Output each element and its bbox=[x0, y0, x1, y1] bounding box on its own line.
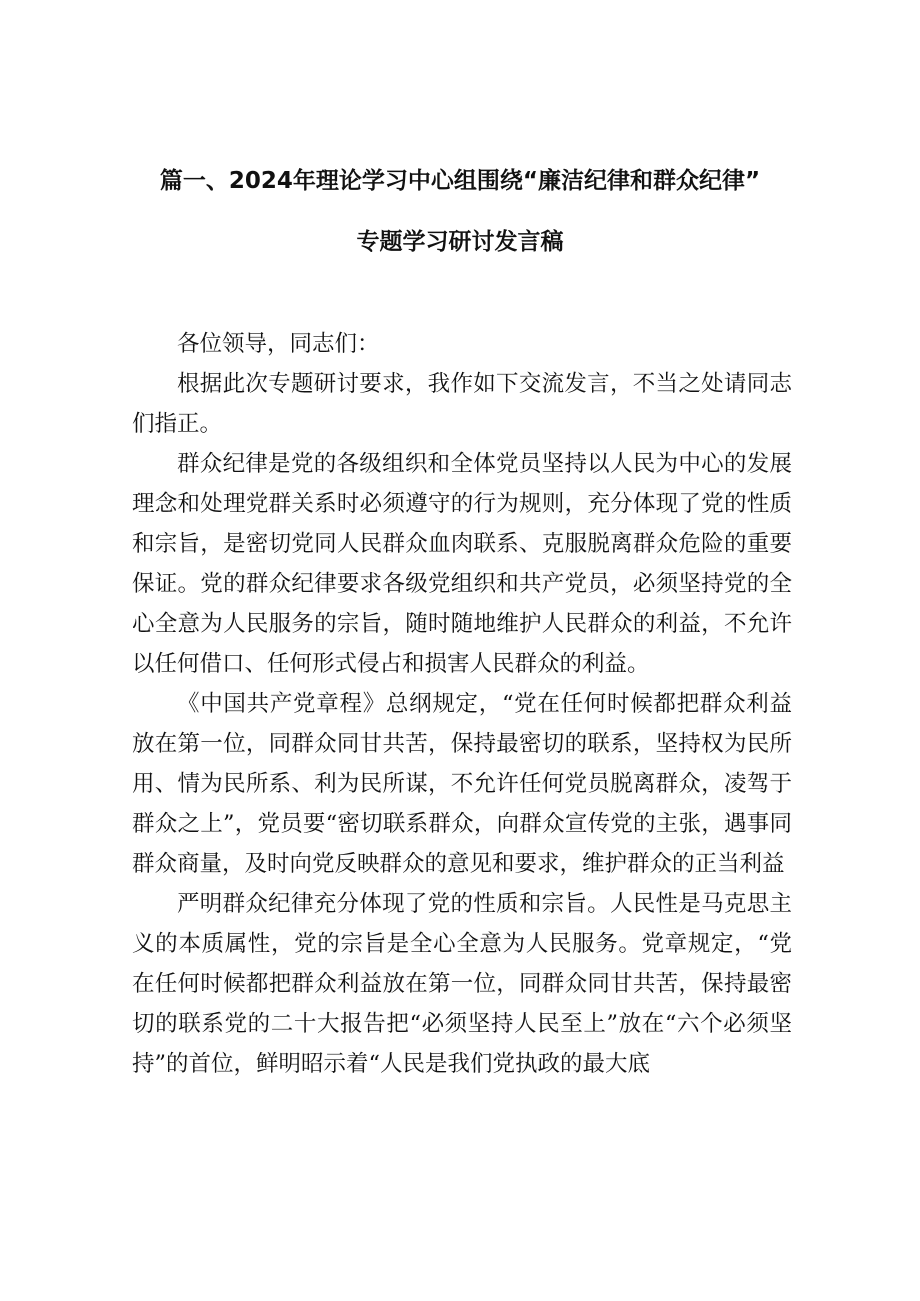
intro-paragraph: 根据此次专题研讨要求，我作如下交流发言，不当之处请同志们指正。 bbox=[132, 371, 792, 437]
document-title-line-1: 篇一、2024年理论学习中心组围绕“廉洁纪律和群众纪律” bbox=[159, 168, 761, 194]
body-paragraph: 严明群众纪律充分体现了党的性质和宗旨。人民性是马克思主义的本质属性，党的宗旨是全心全意为人民服务。党章规定，“党在任何时候都把群众利益放在第一位，同群众同甘共苦，保持最密切的联系党的二十大报告把“必须坚持人民至上”放在“六个必须坚持”的首位，鲜明昭示着“人民是我们党执政的最大底 bbox=[132, 891, 792, 1077]
body-paragraph: 《中国共产党章程》总纲规定，“党在任何时候都把群众利益放在第一位，同群众同甘共苦，保持最密切的联系，坚持权为民所用、情为民所系、利为民所谋，不允许任何党员脱离群众，凌驾于群众之上”，党员要“密切联系群众，向群众宣传党的主张，遇事同群众商量，及时向党反映群众的意见和要求，维护群众的正当利益 bbox=[132, 691, 792, 877]
salutation-paragraph: 各位领导，同志们： bbox=[177, 331, 380, 357]
document-body bbox=[132, 324, 792, 1084]
document-title-line-2: 专题学习研讨发言稿 bbox=[356, 229, 564, 255]
body-paragraph: 群众纪律是党的各级组织和全体党员坚持以人民为中心的发展理念和处理党群关系时必须遵守的行为规则，充分体现了党的性质和宗旨，是密切党同人民群众血肉联系、克服脱离群众危险的重要保证。党的群众纪律要求各级党组织和共产党员，必须坚持党的全心全意为人民服务的宗旨，随时随地维护人民群众的利益，不允许以任何借口、任何形式侵占和损害人民群众的利益。 bbox=[132, 451, 792, 677]
